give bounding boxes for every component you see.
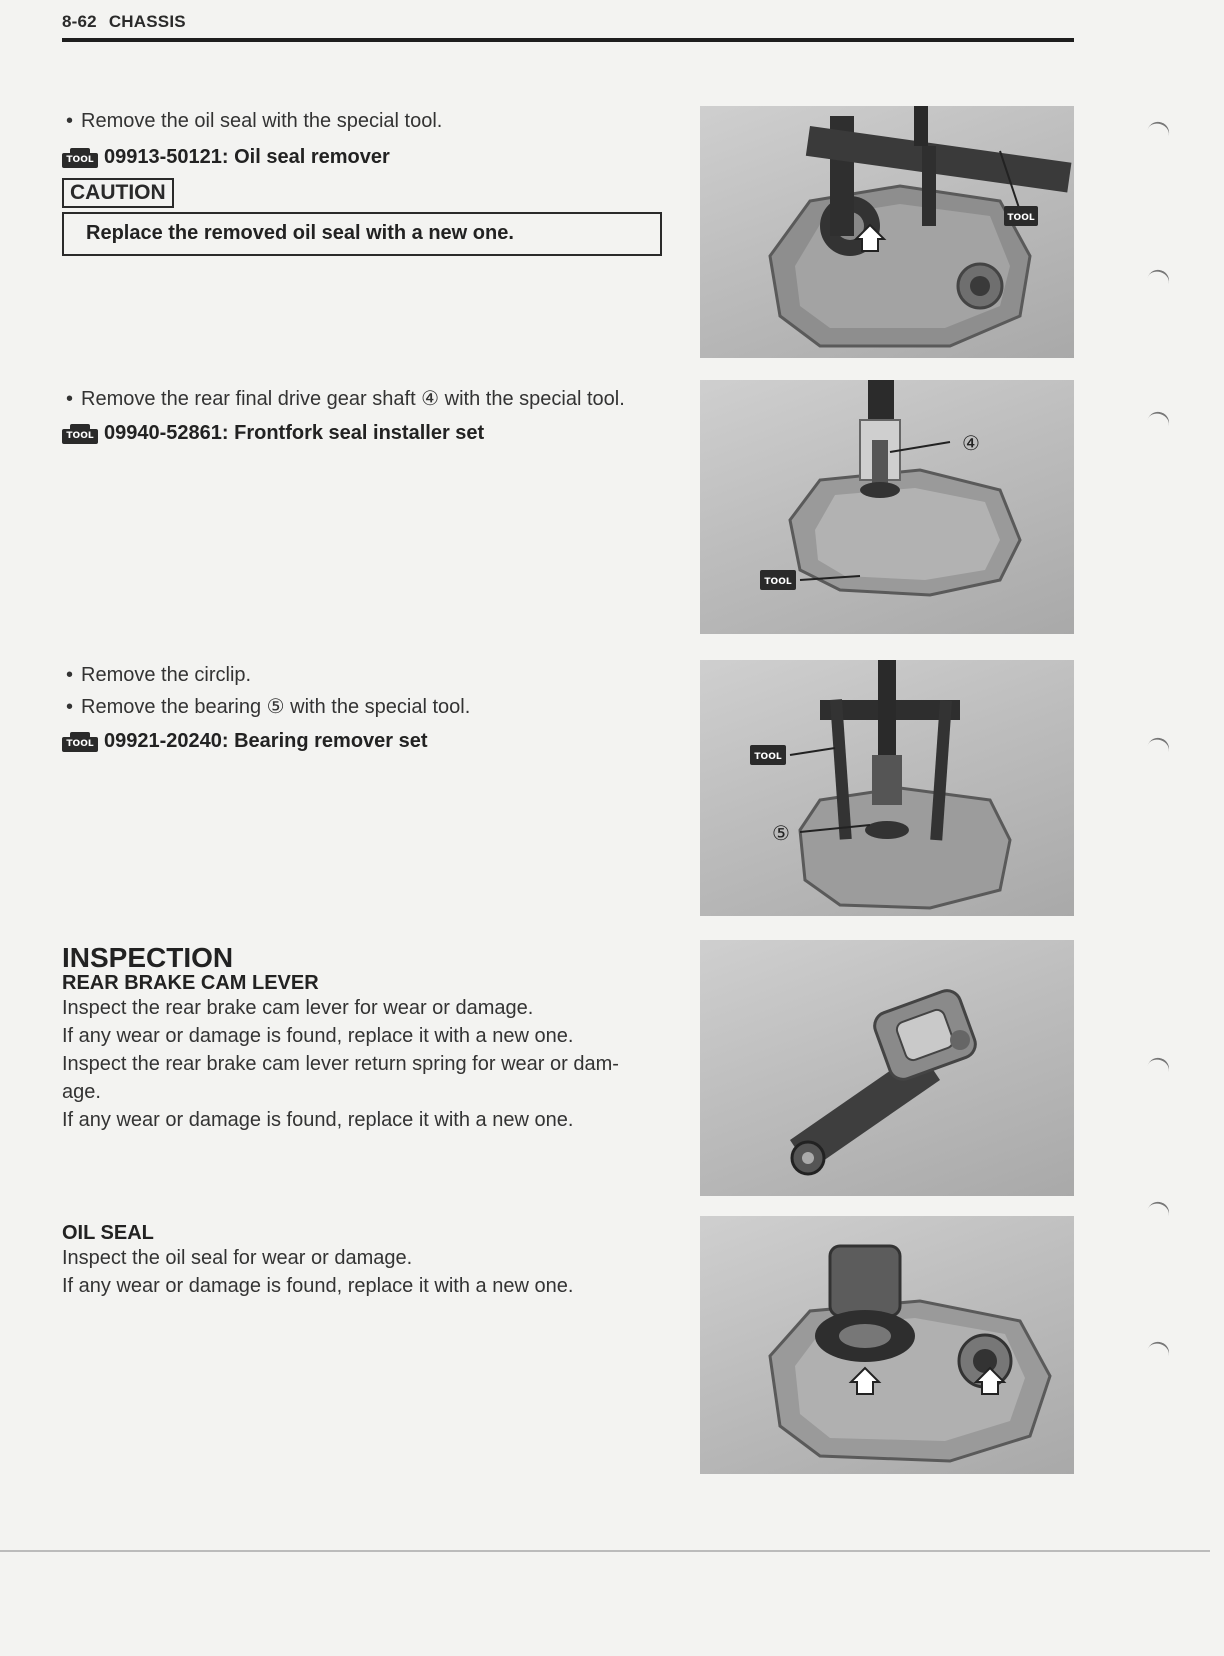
section-title: CHASSIS [108,12,186,31]
oil-seal-title: OIL SEAL [62,1222,154,1244]
photo-brake-cam-lever [700,940,1074,1196]
caution-label: CAUTION [62,178,174,208]
callout-5: ⑤ [772,821,790,845]
oil-seal-line: Inspect the oil seal for wear or damage. [62,1247,413,1269]
step3-bullet-1: • Remove the circlip. [66,664,251,687]
photo-bearing-removal [700,660,1074,916]
step3-tool: 09921-20240: Bearing remover set [104,730,428,752]
step3-bullet-2: • Remove the bearing ⑤ with the special tool. [66,694,470,719]
photo-oil-seal-inspection [700,1216,1074,1474]
tool-icon: TOOL [62,148,98,168]
step1-tool: 09913-50121: Oil seal remover [104,146,390,168]
inspection-title: INSPECTION [62,942,234,973]
svg-text:TOOL: TOOL [1007,213,1035,223]
step2-tool: 09940-52861: Frontfork seal installer set [104,422,485,444]
step3-tool-line [62,730,428,753]
rear-brake-line: Inspect the rear brake cam lever return spring for wear or dam- [62,1053,619,1075]
step1-tool-line [62,146,390,169]
tool-icon: TOOL [62,424,98,444]
oil-seal-line: If any wear or damage is found, replace it with a new one. [62,1275,574,1297]
rear-brake-line: If any wear or damage is found, replace it with a new one. [62,1025,574,1047]
rear-brake-line: Inspect the rear brake cam lever for wear or damage. [62,997,534,1019]
margin-mark [1146,267,1172,289]
step2-tool-line [62,422,484,445]
header-rule [62,38,1074,42]
caution-box [62,212,662,256]
caution-text: Replace the removed oil seal with a new one. [86,222,514,244]
margin-mark [1146,1339,1172,1361]
margin-mark [1146,735,1172,757]
page-number: 8-62 [62,12,97,31]
margin-mark [1146,119,1172,141]
step1-bullet: • Remove the oil seal with the special tool. [66,110,442,133]
margin-mark [1146,1055,1172,1077]
margin-mark [1146,409,1172,431]
svg-text:TOOL: TOOL [764,577,792,587]
rear-brake-line: age. [62,1081,101,1103]
photo-final-drive-shaft [700,380,1074,634]
step2-bullet: • Remove the rear final drive gear shaft ④ with the special tool. [66,386,625,411]
rear-brake-text [62,994,672,1134]
callout-4: ④ [962,431,980,455]
margin-mark [1146,1199,1172,1221]
bottom-rule [0,1550,1210,1552]
oil-seal-text [62,1244,672,1300]
rear-brake-line: If any wear or damage is found, replace it with a new one. [62,1109,574,1131]
page-header [62,12,186,32]
rear-brake-title: REAR BRAKE CAM LEVER [62,972,319,994]
svg-text:TOOL: TOOL [754,752,782,762]
tool-icon: TOOL [62,732,98,752]
photo-oil-seal-removal [700,106,1074,358]
